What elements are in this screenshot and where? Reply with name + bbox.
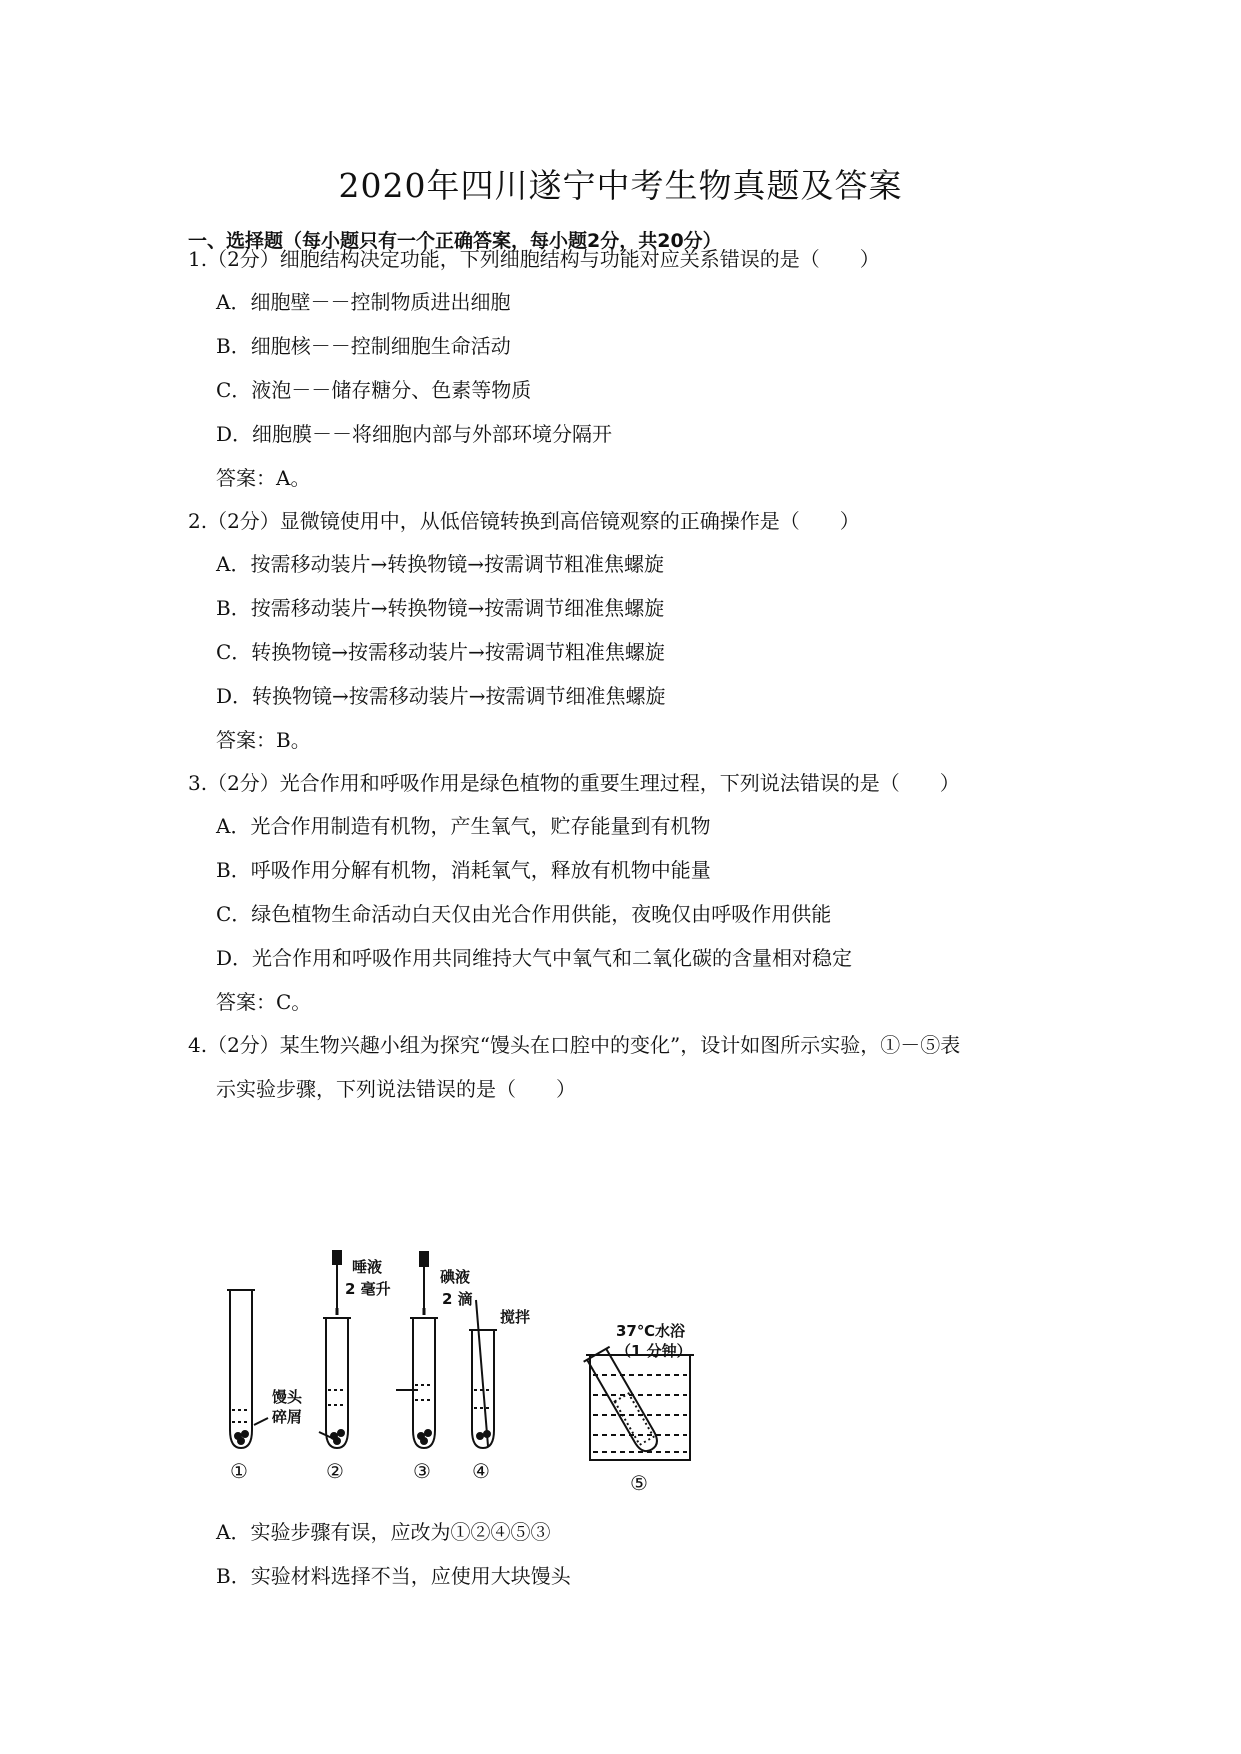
test-tube-3	[396, 1252, 438, 1448]
question-1-option-b: B．细胞核－－控制细胞生命活动	[216, 334, 511, 358]
step-number-5: ⑤	[630, 1471, 648, 1495]
section-heading: 一、选择题（每小题只有一个正确答案，每小题2分，共20分）	[188, 230, 722, 252]
experiment-figure	[210, 1250, 730, 1500]
question-4-stem: 4.（2分）某生物兴趣小组为探究“馒头在口腔中的变化”，设计如图所示实验，①－⑤表	[188, 1033, 961, 1057]
label-saliva-2: 2 毫升	[345, 1280, 391, 1298]
step-number-3: ③	[413, 1459, 431, 1483]
question-3-option-b: B．呼吸作用分解有机物，消耗氧气，释放有机物中能量	[216, 858, 711, 882]
question-1-option-a: A．细胞壁－－控制物质进出细胞	[216, 290, 511, 314]
question-3-option-c: C．绿色植物生命活动白天仅由光合作用供能，夜晚仅由呼吸作用供能	[216, 902, 832, 926]
label-mantou-1: 馒头	[272, 1388, 303, 1406]
test-tube-4	[469, 1300, 497, 1448]
label-mantou-2: 碎屑	[272, 1408, 303, 1426]
step-number-2: ②	[326, 1459, 344, 1483]
label-bath-2: （1 分钟）	[616, 1342, 692, 1360]
label-saliva-1: 唾液	[352, 1258, 383, 1276]
question-3-option-a: A．光合作用制造有机物，产生氧气，贮存能量到有机物	[216, 814, 711, 838]
question-2-option-b: B．按需移动装片→转换物镜→按需调节细准焦螺旋	[216, 596, 665, 620]
question-2-option-a: A．按需移动装片→转换物镜→按需调节粗准焦螺旋	[216, 552, 664, 576]
question-1-option-d: D．细胞膜－－将细胞内部与外部环境分隔开	[216, 422, 613, 446]
question-4-stem-continued: 示实验步骤，下列说法错误的是（ ）	[216, 1077, 576, 1101]
label-stir: 搅拌	[500, 1308, 531, 1326]
label-iodine-2: 2 滴	[442, 1290, 473, 1308]
question-4-option-a: A．实验步骤有误，应改为①②④⑤③	[216, 1520, 551, 1544]
question-1-answer: 答案：A。	[216, 466, 311, 490]
label-bath-1: 37℃水浴	[616, 1322, 686, 1340]
question-1-option-c: C．液泡－－储存糖分、色素等物质	[216, 378, 532, 402]
question-2-option-c: C．转换物镜→按需移动装片→按需调节粗准焦螺旋	[216, 640, 665, 664]
step-number-1: ①	[230, 1459, 248, 1483]
question-3-option-d: D．光合作用和呼吸作用共同维持大气中氧气和二氧化碳的含量相对稳定	[216, 946, 853, 970]
question-4-option-b: B．实验材料选择不当，应使用大块馒头	[216, 1564, 571, 1588]
question-2-stem: 2.（2分）显微镜使用中，从低倍镜转换到高倍镜观察的正确操作是（ ）	[188, 509, 860, 533]
page-title: 2020年四川遂宁中考生物真题及答案	[338, 166, 903, 205]
question-2-option-d: D．转换物镜→按需移动装片→按需调节细准焦螺旋	[216, 684, 666, 708]
label-iodine-1: 碘液	[440, 1268, 471, 1286]
test-tube-1	[227, 1290, 268, 1448]
question-3-answer: 答案：C。	[216, 990, 312, 1014]
question-3-stem: 3.（2分）光合作用和呼吸作用是绿色植物的重要生理过程，下列说法错误的是（ ）	[188, 771, 960, 795]
step-number-4: ④	[472, 1459, 490, 1483]
water-bath	[584, 1347, 694, 1460]
question-1-stem: 1.（2分）细胞结构决定功能，下列细胞结构与功能对应关系错误的是（ ）	[188, 247, 880, 271]
question-2-answer: 答案：B。	[216, 728, 311, 752]
